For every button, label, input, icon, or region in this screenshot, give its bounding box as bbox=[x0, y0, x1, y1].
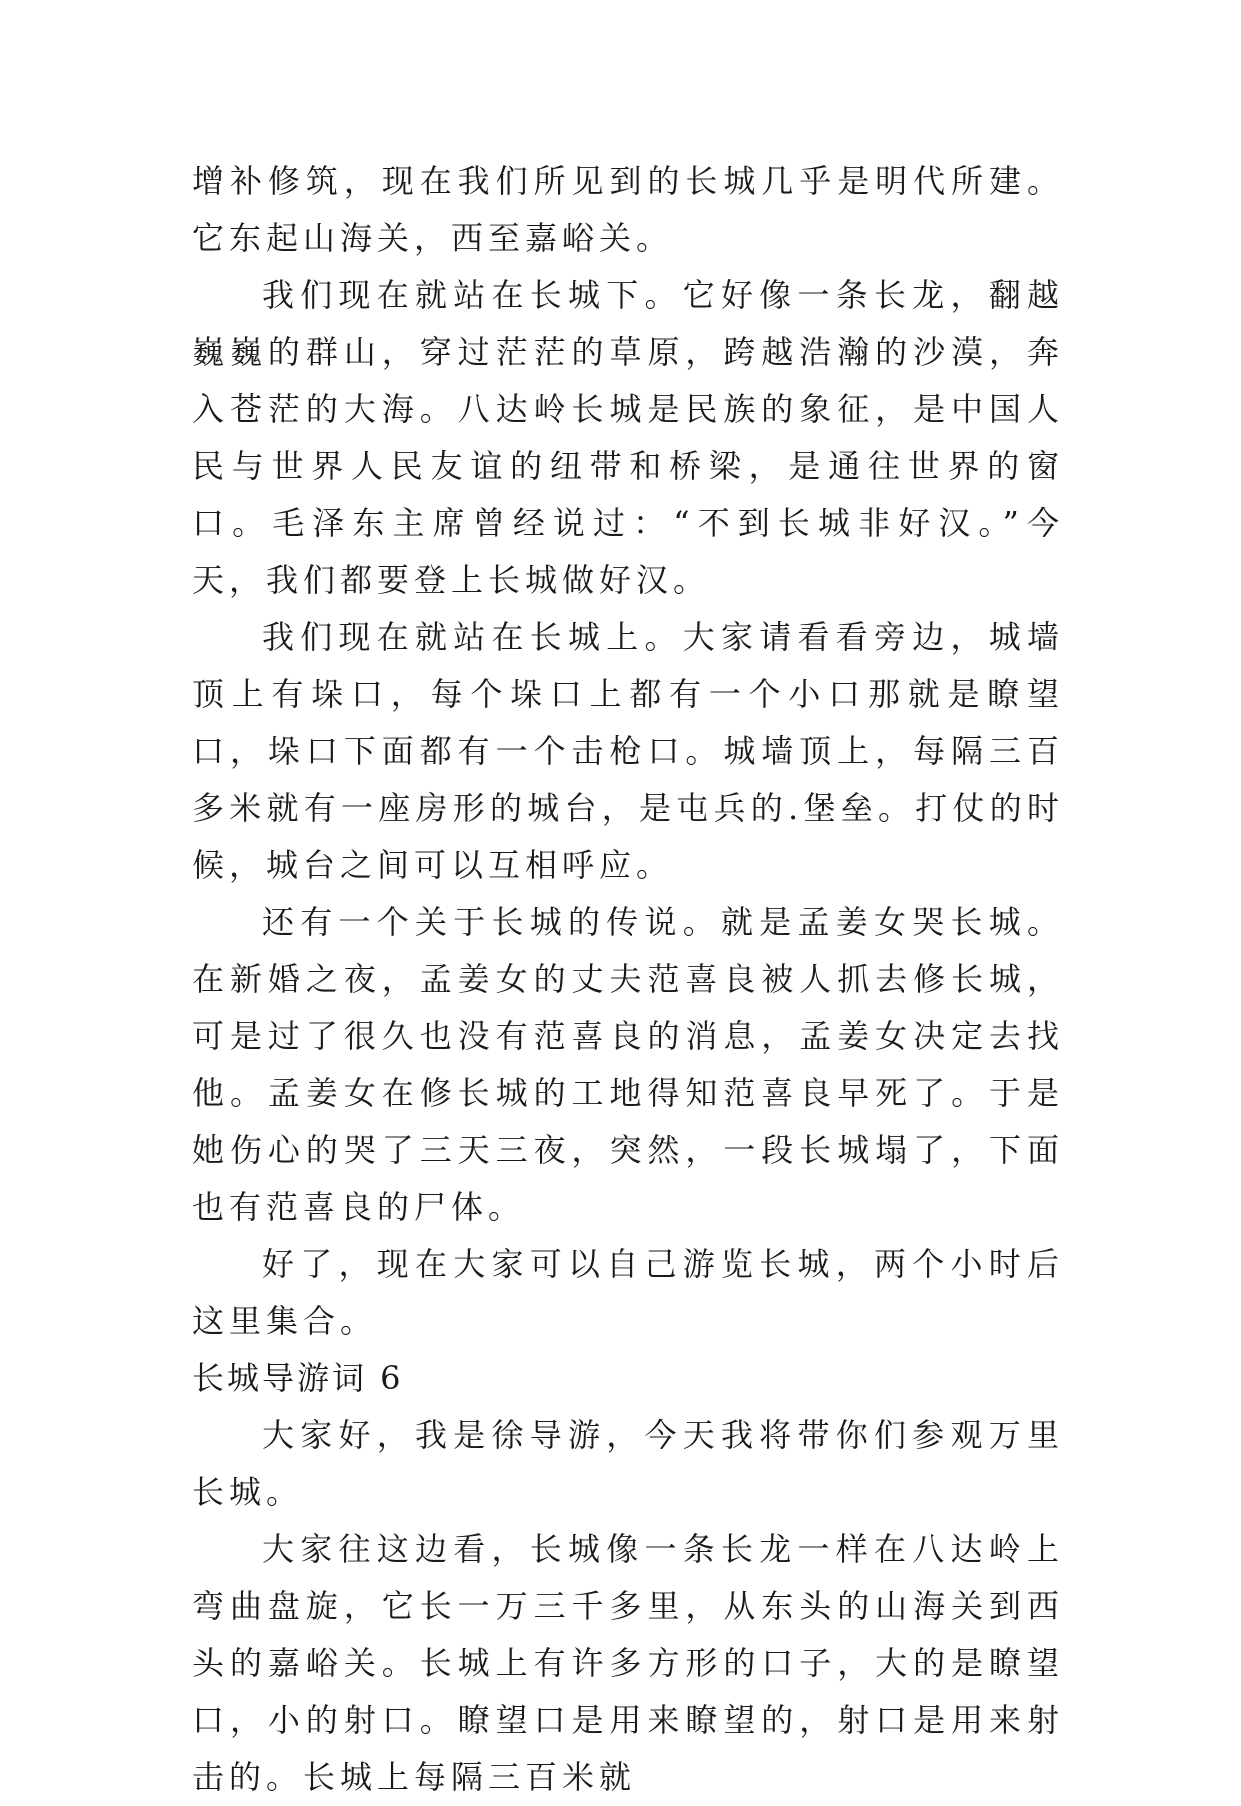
paragraph: 大家往这边看，长城像一条长龙一样在八达岭上弯曲盘旋，它长一万三千多里，从东头的山海关到西头的嘉峪关。长城上有许多方形的口子，大的是瞭望口，小的射口。瞭望口是用来瞭望的，射口是用来射击的。长城上每隔三百米就 bbox=[192, 1530, 1064, 1796]
paragraph: 还有一个关于长城的传说。就是孟姜女哭长城。在新婚之夜，孟姜女的丈夫范喜良被人抓去修长城，可是过了很久也没有范喜良的消息，孟姜女决定去找他。孟姜女在修长城的工地得知范喜良早死了。于是她伤心的哭了三天三夜，突然，一段长城塌了，下面也有范喜良的尸体。 bbox=[192, 903, 1064, 1226]
paragraph: 我们现在就站在长城上。大家请看看旁边，城墙顶上有垛口，每个垛口上都有一个小口那就是瞭望口，垛口下面都有一个击枪口。城墙顶上，每隔三百多米就有一座房形的城台，是屯兵的.堡垒。打仗的时候，城台之间可以互相呼应。 bbox=[192, 618, 1064, 884]
paragraph: 大家好，我是徐导游，今天我将带你们参观万里长城。 bbox=[192, 1416, 1064, 1511]
section-heading: 长城导游词 6 bbox=[192, 1359, 404, 1397]
paragraph: 增补修筑，现在我们所见到的长城几乎是明代所建。它东起山海关，西至嘉峪关。 bbox=[192, 162, 1064, 257]
document-body bbox=[192, 153, 1064, 1806]
paragraph: 好了，现在大家可以自己游览长城，两个小时后这里集合。 bbox=[192, 1245, 1064, 1340]
paragraph: 我们现在就站在长城下。它好像一条长龙，翻越巍巍的群山，穿过茫茫的草原，跨越浩瀚的沙漠，奔入苍茫的大海。八达岭长城是民族的象征，是中国人民与世界人民友谊的纽带和桥梁，是通往世界的窗口。毛泽东主席曾经说过：“不到长城非好汉。”今天，我们都要登上长城做好汉。 bbox=[192, 276, 1064, 599]
